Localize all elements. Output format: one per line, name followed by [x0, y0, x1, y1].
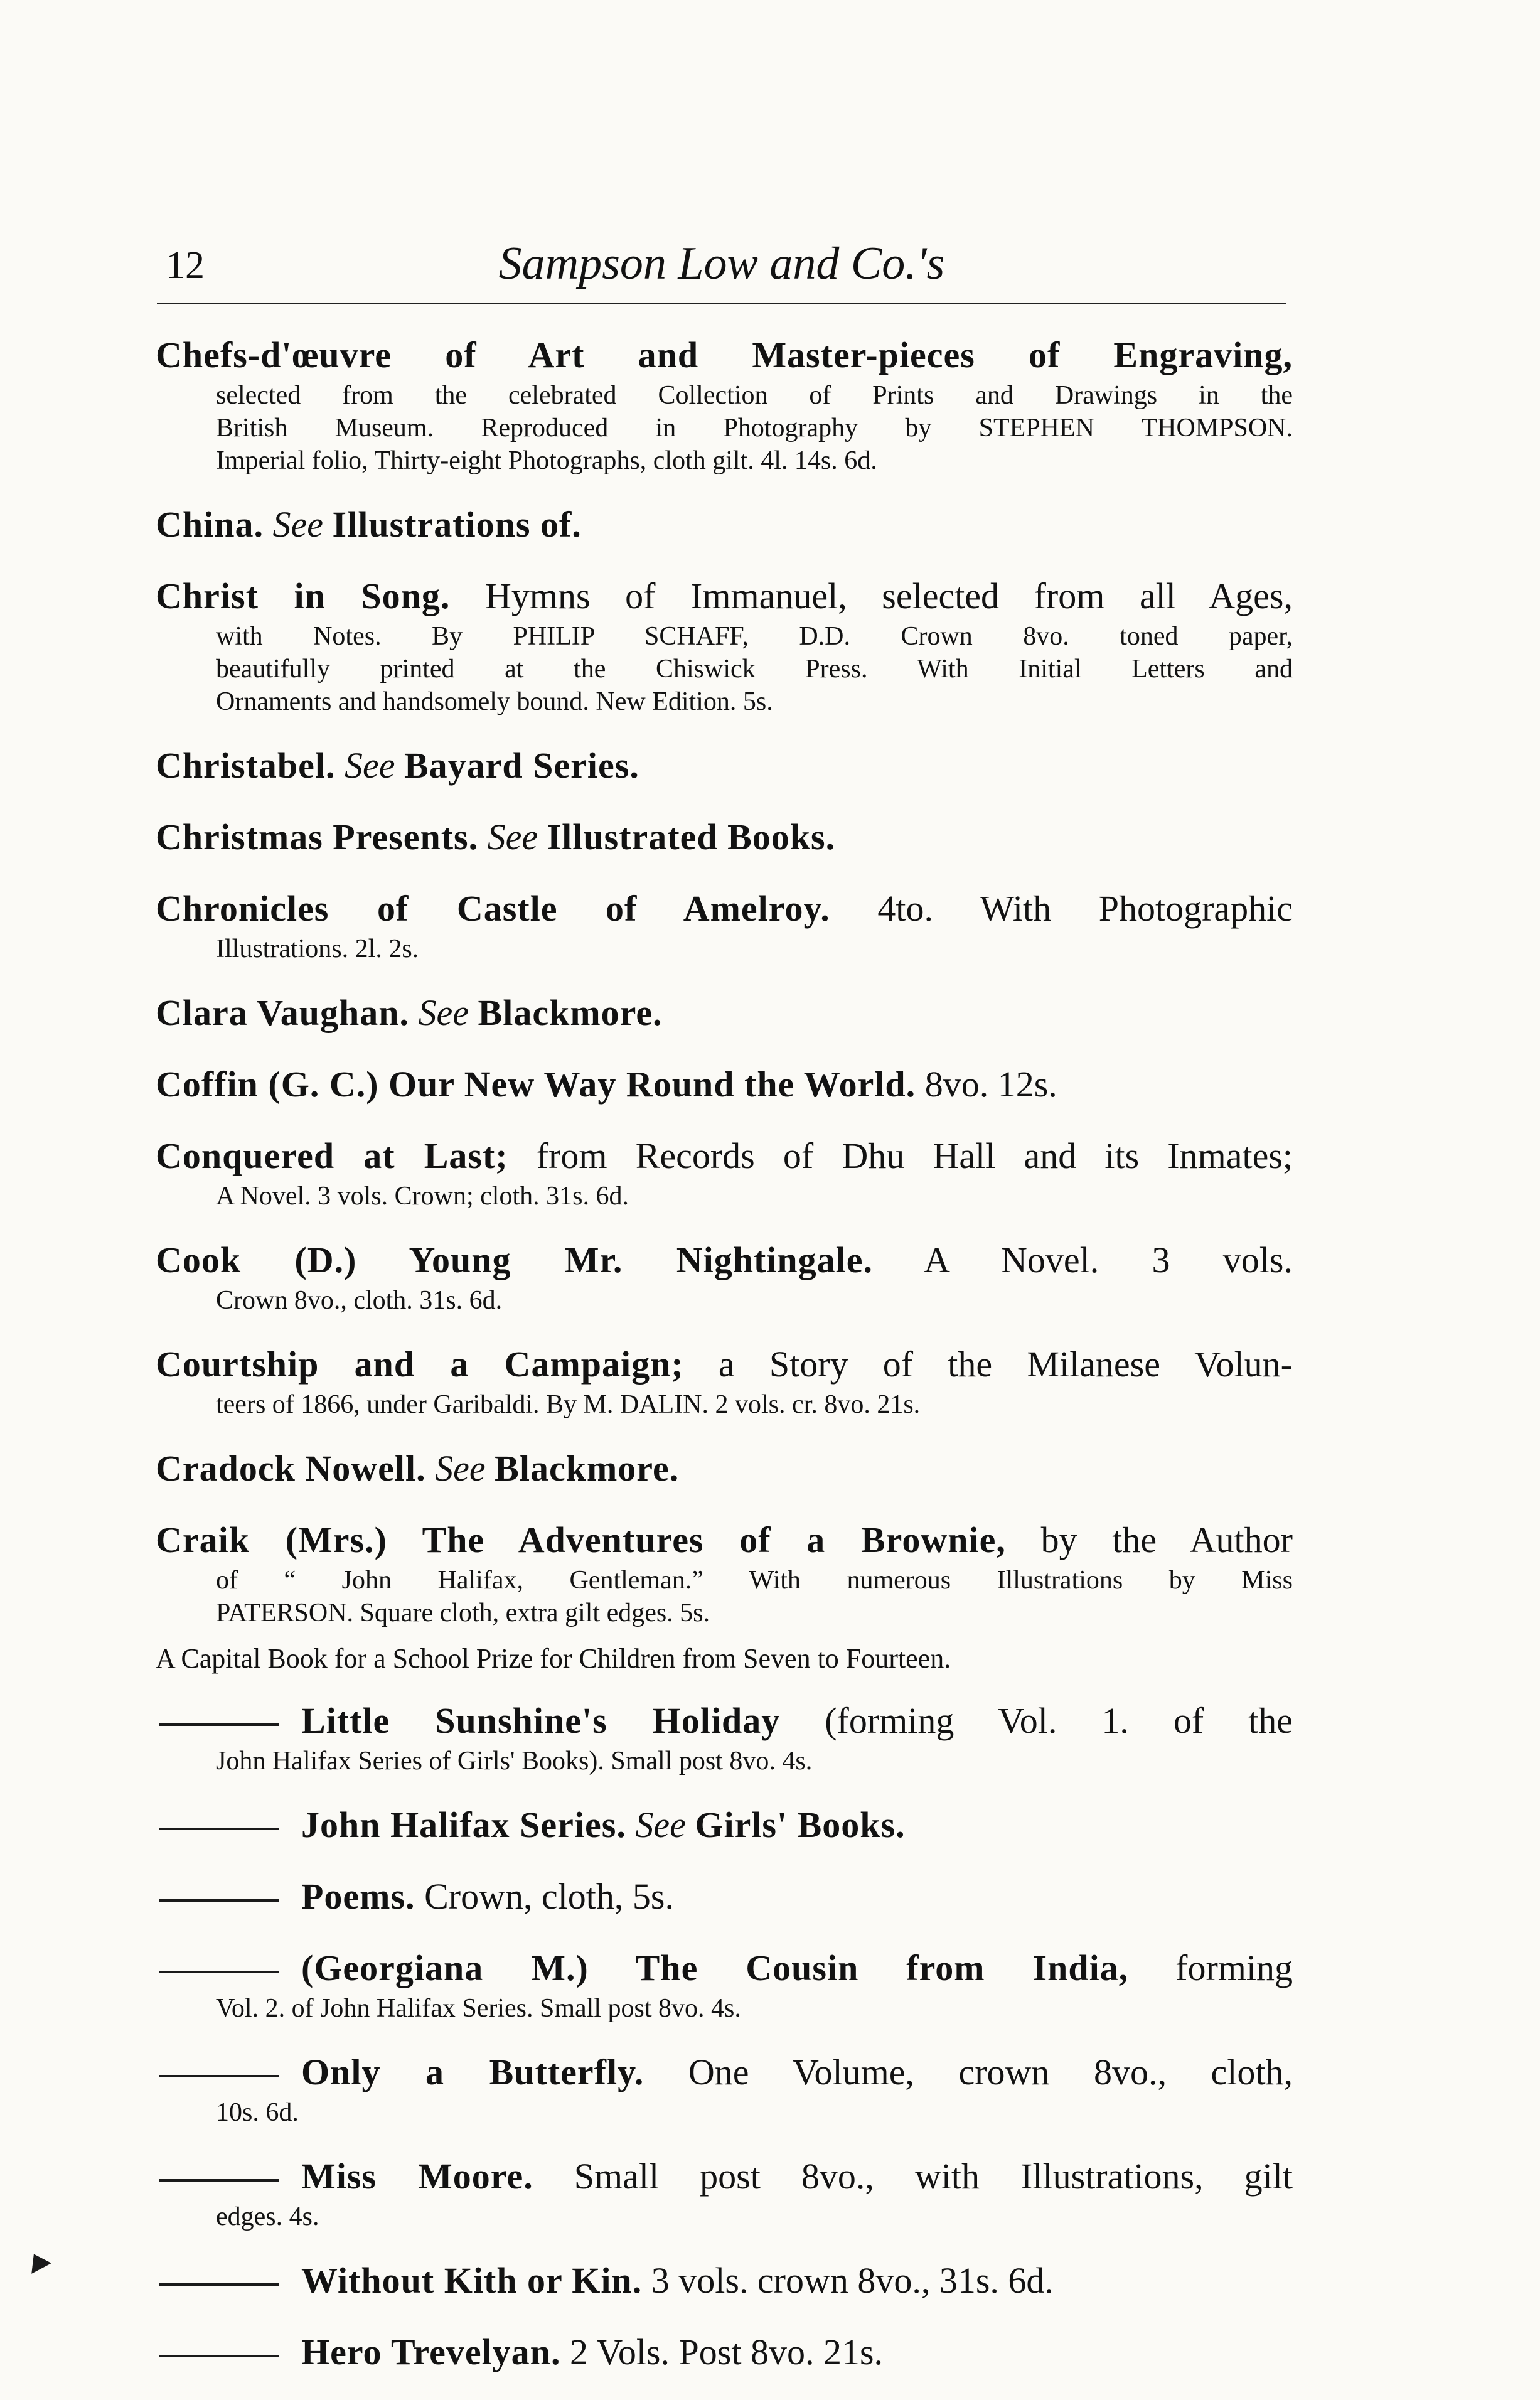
entry-headword: Christ in Song.	[156, 576, 451, 616]
entry-continuation-line	[156, 1745, 1293, 1777]
entry-text: by the Author	[1040, 1519, 1293, 1560]
catalogue-entry	[156, 742, 1293, 790]
entry-continuation-line	[156, 2096, 1293, 2129]
entry-headword: Cradock Nowell.	[156, 1448, 426, 1489]
see-reference: See	[635, 1804, 686, 1845]
entry-headword: Cook (D.) Young Mr. Nightingale.	[156, 1240, 873, 1280]
entry-text: Vol. 2. of John Halifax Series. Small post 8vo. 4s.	[216, 1994, 741, 2023]
entry-first-line	[156, 2153, 1293, 2200]
catalogue-entry	[156, 1132, 1293, 1213]
entry-first-line	[156, 813, 1293, 861]
entry-text: A Novel. 3 vols. Crown; cloth. 31s. 6d.	[216, 1182, 629, 1211]
entry-first-line	[156, 1061, 1293, 1108]
entry-headword: Christmas Presents.	[156, 817, 479, 857]
entry-text: (forming Vol. 1. of the	[825, 1700, 1293, 1741]
see-reference: See	[435, 1448, 486, 1489]
entry-headword: Clara Vaughan.	[156, 992, 410, 1033]
margin-marker	[24, 2249, 51, 2274]
catalogue-entry	[156, 2153, 1293, 2233]
see-target: Girls' Books.	[695, 1804, 906, 1845]
catalogue-entry	[156, 2328, 1293, 2376]
entry-first-line	[156, 1697, 1293, 1745]
entry-text: a Story of the Milanese Volun-	[718, 1344, 1293, 1385]
entry-first-line	[156, 1132, 1293, 1180]
entry-continuation-line	[156, 2200, 1293, 2233]
ditto-dash	[159, 2355, 279, 2357]
ditto-dash	[159, 1971, 279, 1973]
entry-headword: Only a Butterfly.	[301, 2052, 644, 2092]
entry-text: 2 Vols. Post 8vo. 21s.	[569, 2332, 884, 2372]
running-title: Sampson Low and Co.'s	[498, 238, 945, 289]
page-number: 12	[166, 244, 205, 287]
entry-headword: Conquered at Last;	[156, 1135, 508, 1176]
catalogue-entries	[156, 331, 1293, 2400]
entry-first-line	[156, 1873, 1293, 1921]
ditto-dash	[159, 1828, 279, 1830]
see-target: Blackmore.	[478, 992, 663, 1033]
entry-text: Ornaments and handsomely bound. New Edition. 5s.	[216, 687, 773, 716]
entry-headword: Christabel.	[156, 745, 336, 786]
entry-continuation-line	[156, 620, 1293, 653]
entry-text: British Museum. Reproduced in Photography by STEPHEN THOMPSON.	[216, 414, 1293, 442]
see-reference: See	[345, 745, 395, 786]
ditto-dash	[159, 2283, 279, 2286]
entry-continuation-line	[156, 444, 1293, 477]
entry-first-line	[156, 2049, 1293, 2096]
entry-first-line	[156, 331, 1293, 379]
entry-first-line	[156, 2328, 1293, 2376]
entry-continuation-line	[156, 933, 1293, 965]
entry-first-line	[156, 1341, 1293, 1388]
entry-text: One Volume, crown 8vo., cloth,	[688, 2052, 1293, 2092]
entry-text: Illustrations. 2l. 2s.	[216, 935, 419, 963]
entry-text: 3 vols. crown 8vo., 31s. 6d.	[651, 2260, 1054, 2301]
entry-text: 4to. With Photographic	[877, 888, 1293, 929]
entry-continuation-line	[156, 1284, 1293, 1317]
see-reference: See	[418, 992, 469, 1033]
entry-text: Imperial folio, Thirty-eight Photographs, cloth gilt. 4l. 14s. 6d.	[216, 446, 877, 475]
entry-headword: Craik (Mrs.) The Adventures of a Brownie,	[156, 1519, 1006, 1560]
catalogue-entry	[156, 1697, 1293, 1777]
entry-continuation-line	[156, 653, 1293, 685]
catalogue-entry	[156, 1445, 1293, 1492]
catalogue-entry	[156, 1236, 1293, 1317]
entry-first-line	[156, 2257, 1293, 2305]
entry-first-line	[156, 1236, 1293, 1284]
entry-headword: Poems.	[301, 1876, 415, 1917]
entry-first-line	[156, 1516, 1293, 1564]
see-target: Illustrated Books.	[547, 817, 836, 857]
entry-text: forming	[1175, 1947, 1293, 1988]
catalogue-entry	[156, 331, 1293, 477]
catalogue-entry	[156, 1516, 1293, 1629]
entry-continuation-line	[156, 1597, 1293, 1629]
entry-text: beautifully printed at the Chiswick Press. With Initial Letters and	[216, 655, 1293, 683]
entry-text: PATERSON. Square cloth, extra gilt edges. 5s.	[216, 1599, 710, 1627]
catalogue-entry	[156, 989, 1293, 1037]
catalogue-entry	[156, 1873, 1293, 1921]
see-target: Bayard Series.	[404, 745, 639, 786]
see-target: Illustrations of.	[332, 504, 582, 545]
catalogue-entry	[156, 572, 1293, 718]
see-reference: See	[272, 504, 324, 545]
ditto-dash	[159, 1899, 279, 1902]
entry-text: Crown, cloth, 5s.	[424, 1876, 674, 1917]
catalogue-entry	[156, 885, 1293, 965]
entry-headword: Little Sunshine's Holiday	[301, 1700, 781, 1741]
entry-first-line	[156, 742, 1293, 790]
entry-text: of “ John Halifax, Gentleman.” With numerous Illustrations by Miss	[216, 1566, 1293, 1595]
catalogue-entry	[156, 501, 1293, 549]
entry-text: selected from the celebrated Collection of Prints and Drawings in the	[216, 381, 1293, 410]
see-target: Blackmore.	[495, 1448, 680, 1489]
entry-continuation-line	[156, 379, 1293, 412]
entry-first-line	[156, 1801, 1293, 1849]
entry-headword: Coffin (G. C.) Our New Way Round the World.	[156, 1064, 916, 1105]
entry-headword: Courtship and a Campaign;	[156, 1344, 684, 1385]
entry-first-line	[156, 572, 1293, 620]
header-rule	[157, 303, 1286, 304]
catalogue-entry	[156, 1061, 1293, 1108]
entry-headword: Miss Moore.	[301, 2156, 533, 2197]
entry-text: John Halifax Series of Girls' Books). Small post 8vo. 4s.	[216, 1747, 813, 1776]
page-header	[157, 232, 1286, 301]
entry-headword: Chronicles of Castle of Amelroy.	[156, 888, 830, 929]
entry-continuation-line	[156, 685, 1293, 718]
entry-headword: Hero Trevelyan.	[301, 2332, 561, 2372]
catalogue-entry	[156, 813, 1293, 861]
catalogue-entry	[156, 1944, 1293, 2025]
entry-text: with Notes. By PHILIP SCHAFF, D.D. Crown 8vo. toned paper,	[216, 622, 1293, 651]
entry-note: A Capital Book for a School Prize for Children from Seven to Fourteen.	[156, 1643, 951, 1674]
entry-continuation-line	[156, 1180, 1293, 1213]
ditto-dash	[159, 2075, 279, 2077]
catalogue-entry	[156, 2049, 1293, 2129]
catalogue-entry	[156, 1801, 1293, 1849]
entry-first-line	[156, 1944, 1293, 1992]
entry-text: teers of 1866, under Garibaldi. By M. DALIN. 2 vols. cr. 8vo. 21s.	[216, 1390, 921, 1419]
entry-headword: John Halifax Series.	[301, 1804, 626, 1845]
entry-first-line	[156, 989, 1293, 1037]
see-reference: See	[487, 817, 538, 857]
entry-headword: Chefs-d'œuvre of Art and Master-pieces of Engraving,	[156, 335, 1293, 375]
entry-text: A Novel. 3 vols.	[924, 1240, 1293, 1280]
entry-text: from Records of Dhu Hall and its Inmates;	[536, 1135, 1293, 1176]
entry-text: Hymns of Immanuel, selected from all Ages,	[485, 576, 1293, 616]
entry-text: Crown 8vo., cloth. 31s. 6d.	[216, 1286, 503, 1315]
entry-continuation-line	[156, 412, 1293, 444]
entry-continuation-line	[156, 1992, 1293, 2025]
entry-first-line	[156, 885, 1293, 933]
entry-headword: (Georgiana M.) The Cousin from India,	[301, 1947, 1129, 1988]
entry-first-line	[156, 1445, 1293, 1492]
ditto-dash	[159, 1723, 279, 1726]
catalogue-entry	[156, 1341, 1293, 1421]
entry-headword: China.	[156, 504, 264, 545]
entry-text: edges. 4s.	[216, 2202, 319, 2231]
entry-text: 10s. 6d.	[216, 2098, 299, 2127]
ditto-dash	[159, 2179, 279, 2182]
entry-text: Small post 8vo., with Illustrations, gilt	[574, 2156, 1293, 2197]
entry-continuation-line	[156, 1564, 1293, 1597]
catalogue-entry	[156, 2257, 1293, 2305]
entry-first-line	[156, 501, 1293, 549]
entry-headword: Without Kith or Kin.	[301, 2260, 643, 2301]
entry-continuation-line	[156, 1388, 1293, 1421]
entry-text: 8vo. 12s.	[924, 1064, 1057, 1105]
